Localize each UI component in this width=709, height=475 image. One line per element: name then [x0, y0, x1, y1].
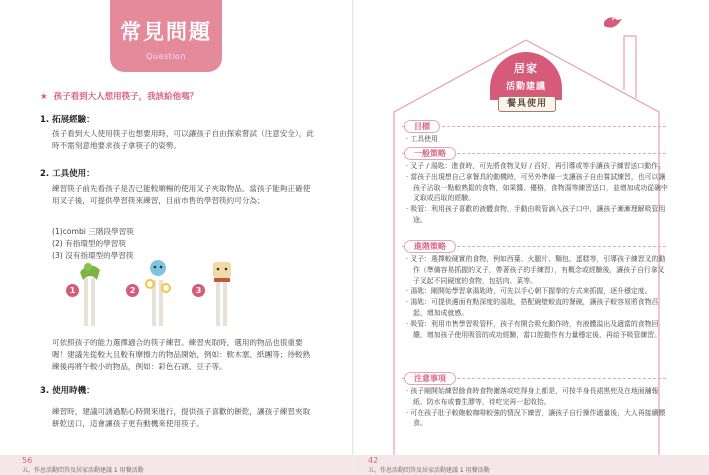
block-label: 進階策略 [404, 240, 456, 253]
section-text: 練習時，建議可誘過點心時間來進行，提供孩子喜歡的餅乾，讓孩子練習夾取餅乾送口，這會讓孩子更有動機來使用筷子。 [52, 407, 311, 428]
divider [402, 126, 666, 127]
block-text [406, 386, 668, 429]
list-item: · 吸管：利用孩子喜歡的液體食物，手動由吸管滴入孩子口中，讓孩子漸漸理解吸管用途。 [406, 205, 666, 224]
list-item: (3) 沒有指環型的學習筷 [52, 251, 134, 260]
block-label: 一般策略 [404, 147, 456, 160]
section-title: 3. 使用時機： [40, 386, 95, 396]
section-text: 可依照孩子的能力選擇適合的筷子練習。練習夾取時，選用的物品也很重要喔！建議先從較大且較有摩擦力的物品開始，例如：軟木塞、紙團等；待較熟練後再將午較小的物品，例如：彩色石頭、豆子等。 [52, 338, 311, 371]
badge-line: 居家 [514, 62, 538, 75]
block-label: 注意事項 [404, 372, 456, 385]
question-text: 孩子看到大人想用筷子，我該給他嗎？ [53, 92, 199, 102]
list-item: · 吸管：利用市售學習吸管杯，孩子有開合吸允動作時，有液體溢出及適當的食物回饋，增加孩子使用吸管的成功經驗，當口腔動作有力量穩定後，再給予吸管練習。 [406, 319, 662, 339]
chopsticks-image [202, 258, 242, 326]
footer [0, 455, 354, 475]
section-title: 1. 拓展經驗： [40, 115, 95, 125]
section-text: 練習筷子前先看孩子是否已能較順暢的使用叉子夾取物品。當孩子能夠正確使用叉子後，可提供學習筷來練習，目前市售的學習筷約可分為； [52, 184, 311, 205]
footer-text: 五、作息活動問答及居家活動建議 1 用餐活動 [22, 467, 144, 474]
chopstick-type-list [52, 226, 134, 262]
question-line [40, 90, 198, 102]
topic-tape: 餐具使用 [498, 96, 556, 112]
chopsticks-image [138, 258, 178, 326]
list-item: · 叉子：選擇較硬實的食物，例如西葉、火腿片、麵包、蛋糕等，引導孩子練習叉的動作（準備容易抓握的叉子，帶著孩子的手練習），有概念或經驗後，讓孩子自行拿叉子叉起不同硬度的食物，包括肉、菜等。 [406, 255, 666, 285]
footer [354, 455, 709, 475]
bird-icon [604, 17, 622, 27]
list-item: · 當孩子出現想自己拿餐具的動機時，可另外準備一支讓孩子自由嘗試練習，也可以讓孩子沾取一點較熟鬆的食物，如果醬、優格，食物湯等練習送口，並增加成功從碗中叉取或舀取的經驗。 [406, 172, 668, 203]
star-icon: ★ [40, 92, 48, 102]
page-number: 42 [368, 456, 379, 465]
block-text [406, 134, 668, 145]
image-number-badge: 1 [66, 284, 79, 297]
list-item: · 叉子 / 湯匙：進食時，可先將食物叉好 / 舀好，再引導或等手讓孩子練習送口動作。 [406, 162, 665, 170]
page-number: 56 [22, 456, 33, 465]
right-page [354, 0, 709, 475]
faq-subtitle: Question [146, 52, 186, 61]
left-page [0, 0, 354, 475]
block-text [406, 161, 668, 226]
faq-header [110, 0, 222, 72]
list-item: · 孩子剛開始練習餘食時食物灑落或吃得身上都是，可按半身長裙黑兜及在地面舖報紙、防水布或養生膠等，待吃完再一起收拾。 [406, 387, 659, 406]
list-item: · 可在孩子肚子較飽較咖啡較強的情況下練習，讓孩子自行操作適量後，大人再接續餵食。 [406, 408, 666, 428]
list-item: · 湯匙：可提供邊面有點深度的湯匙，搭配碗壁較直的餐碗，讓孩子較容易將食物舀起，增加成就感。 [406, 298, 659, 317]
list-item: (1)combi 三階段學習筷 [52, 227, 134, 236]
badge-line: 活動建議 [505, 82, 546, 92]
list-item: · 工具使用 [406, 135, 438, 143]
list-item: (2) 有指環型的學習筷 [52, 239, 126, 248]
image-number-badge: 2 [126, 284, 139, 297]
section-text: 孩子看到大人使用筷子也想要用時，可以讓孩子自由探索嘗試（注意安全），此時不需刻意地要求孩子拿筷子的姿勢。 [52, 129, 314, 150]
block-text [406, 254, 668, 340]
faq-title: 常見問題 [120, 19, 212, 44]
list-item: · 湯匙：剛開始學習拿湯匙時，可先以手心朝下握拳的方式來抓握，逐升穩定度。 [406, 287, 652, 296]
image-number-badge: 3 [192, 284, 205, 297]
section-title: 2. 工具使用： [40, 169, 95, 179]
block-label: 目標 [404, 120, 440, 133]
home-activity-badge [490, 52, 562, 100]
footer-text: 五、作息活動問答及居家活動建議 1 用餐活動 [368, 467, 490, 474]
